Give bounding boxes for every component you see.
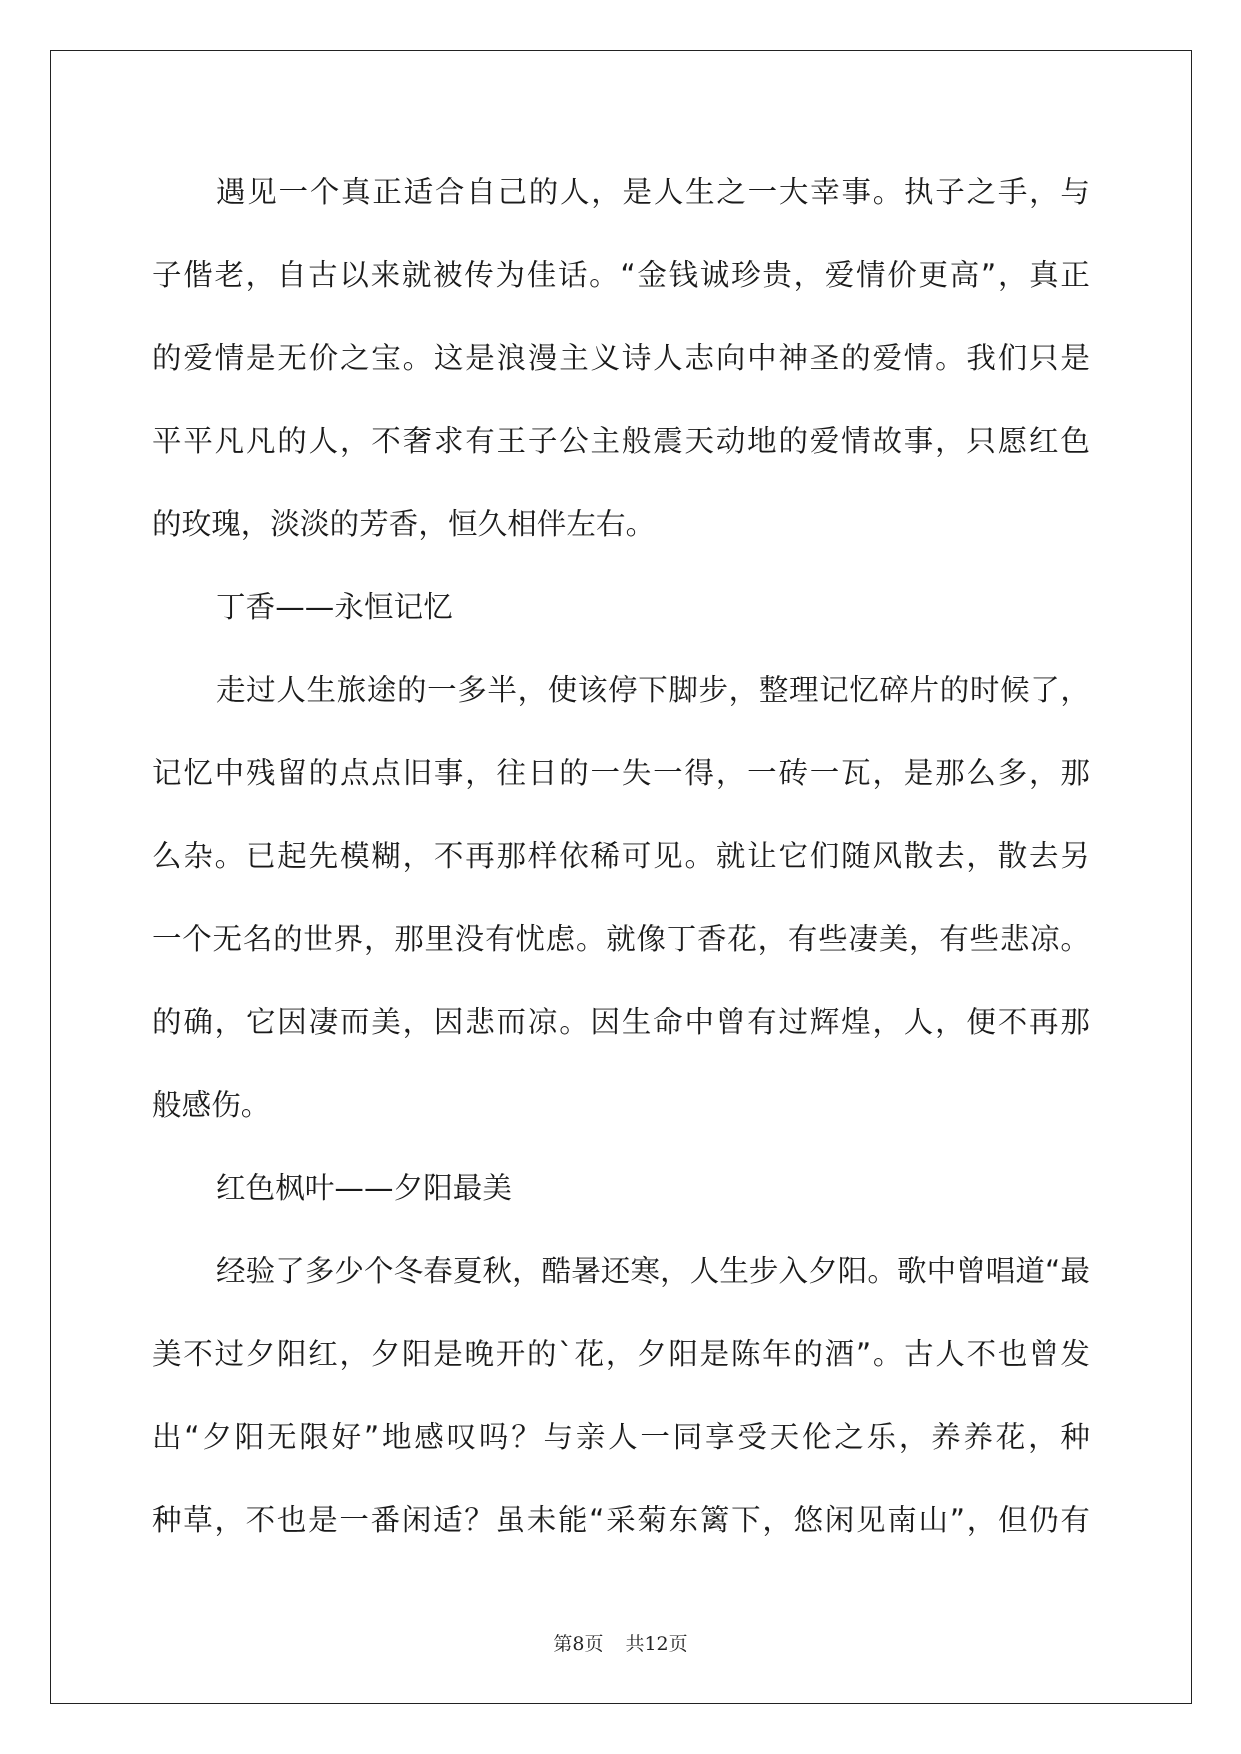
document-body bbox=[152, 162, 1090, 1573]
paragraph-line: 子偕老，自古以来就被传为佳话。“金钱诚珍贵，爱情价更高”，真正 bbox=[152, 258, 1090, 292]
paragraph-line: 一个无名的世界，那里没有忧虑。就像丁香花，有些凄美，有些悲凉。 bbox=[152, 922, 1090, 956]
paragraph-line: 平平凡凡的人，不奢求有王子公主般震天动地的爱情故事，只愿红色 bbox=[152, 424, 1090, 458]
paragraph-line: 的爱情是无价之宝。这是浪漫主义诗人志向中神圣的爱情。我们只是 bbox=[152, 341, 1090, 375]
page-total: 共12页 bbox=[625, 1633, 688, 1655]
paragraph-line: 走过人生旅途的一多半，使该停下脚步，整理记忆碎片的时候了， bbox=[216, 673, 1090, 707]
paragraph-line: 美不过夕阳红，夕阳是晚开的`花，夕阳是陈年的酒”。古人不也曾发 bbox=[152, 1337, 1090, 1371]
paragraph-line: 出“夕阳无限好”地感叹吗？与亲人一同享受天伦之乐，养养花，种 bbox=[152, 1420, 1090, 1454]
paragraph-line: 遇见一个真正适合自己的人，是人生之一大幸事。执子之手，与 bbox=[216, 175, 1090, 209]
paragraph-line: 经验了多少个冬春夏秋，酷暑还寒，人生步入夕阳。歌中曾唱道“最 bbox=[216, 1254, 1090, 1288]
section-heading: 丁香——永恒记忆 bbox=[216, 590, 453, 624]
section-heading: 红色枫叶——夕阳最美 bbox=[216, 1171, 513, 1205]
paragraph-line: 般感伤。 bbox=[152, 1088, 271, 1122]
paragraph-line: 么杂。已起先模糊，不再那样依稀可见。就让它们随风散去，散去另 bbox=[152, 839, 1090, 873]
paragraph-line: 记忆中残留的点点旧事，往日的一失一得，一砖一瓦，是那么多，那 bbox=[152, 756, 1090, 790]
page-number: 第8页 bbox=[553, 1633, 604, 1655]
paragraph-line: 种草，不也是一番闲适？虽未能“采菊东篱下，悠闲见南山”，但仍有 bbox=[152, 1503, 1090, 1537]
page-footer bbox=[0, 1629, 1241, 1656]
paragraph-line: 的玫瑰，淡淡的芳香，恒久相伴左右。 bbox=[152, 507, 656, 541]
paragraph-line: 的确，它因凄而美，因悲而凉。因生命中曾有过辉煌，人，便不再那 bbox=[152, 1005, 1090, 1039]
